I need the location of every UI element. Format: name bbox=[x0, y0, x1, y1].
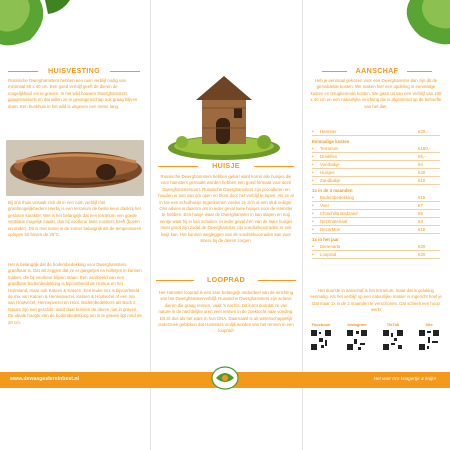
heading-huisje: HUISJE bbox=[198, 161, 254, 171]
huisvesting-text-terrarium: Bij ons thuis vertaalt zich dit in een ruim verblijf met graafmogelijkheden! Hierbij is een terrarium de beste keus dankzij het gesloten karakter. Wel is het belangrijk dat een terrarium een goede ventilatie mogelijk maakt, dus bij voorkeur twee roosters heeft (boven en onder). Dit is met name in de zomer belangrijk als de temperaturen oplopen tot boven de 25°C. bbox=[8, 200, 142, 238]
qr-code-icon[interactable] bbox=[310, 329, 332, 351]
table-row: • Zandbakje €10 bbox=[312, 177, 440, 185]
table-row: • Looprad €20 bbox=[312, 251, 440, 259]
brand-logo-icon bbox=[210, 364, 240, 390]
looprad-text: Het Hamster looprad is een zeer belangrijk onderdeel van de inrichting van het Dwerghamsterverblijf. Russische Dwerghamsters zijn actieve dieren die graag rennen, vaak 's nachts. Dit komt doordat ze van nature in de nachtelijke uren veel rennen in de zoektocht naar voeding. Dit zit dus als het ware in hun DNA. Daarnaast is uit wetenschappelijk onderzoek gebleken dat Hamsters vrolijk worden van het rennen in een looprad! bbox=[158, 290, 294, 334]
social-label: TikTok bbox=[386, 322, 400, 327]
social-facebook[interactable] bbox=[310, 322, 332, 356]
social-instagram[interactable] bbox=[346, 322, 368, 356]
leaf-decoration-icon bbox=[0, 0, 70, 50]
social-site[interactable] bbox=[418, 322, 440, 356]
footer-url-link[interactable]: www.dewasgestereinbest.nl bbox=[10, 376, 79, 382]
table-row: • Huisjes €20 bbox=[312, 169, 440, 177]
wooden-house-photo bbox=[164, 68, 284, 160]
social-tiktok[interactable] bbox=[382, 322, 404, 356]
qr-code-icon[interactable] bbox=[382, 329, 404, 351]
heading-huisvesting: HUISVESTING bbox=[8, 66, 140, 76]
leaf-decoration-icon bbox=[390, 0, 450, 50]
table-row: • Drinkfles €5,- bbox=[312, 153, 440, 161]
huisvesting-text-bodem: Het is belangrijk dat de bodembedekking voor Dwerghamsters graafbaar is. Dat wil zeggen dat ze er gangetjes en holletjes in kunnen maken, die bij voorkeur blijven staan. Een voorbeeld van een graafbare bodembedekking is bijvoorbeeld de Humus en het Holesland, maar ook Katoen & Katoen. Een leuke mix is bijvoorbeeld de mix van Katoen & Hennepvezel, Katoen & Houtvezel of een mix van Houtvezel, Hennepvezel en Hooi. Bodembedekkers als Back 2 Nature zijn niet geschikt, want daar kunnen de dieren niet in graven. De ideale hoogte van de bodembedekking om in te graven ligt rond de 20 cm. bbox=[8, 262, 142, 325]
table-row: • Voerbakje €4 bbox=[312, 161, 440, 169]
table-row: • Chinchilla Badzand €5 bbox=[312, 210, 440, 218]
table-row: • Bodembedekking €15 bbox=[312, 194, 440, 202]
table-row: • Voer €7 bbox=[312, 202, 440, 210]
section-title-jaar: 1x in het jaar bbox=[312, 237, 339, 242]
table-row: • DecorMos €10 bbox=[312, 226, 440, 234]
table-row: • Hamster €20,- bbox=[312, 128, 440, 136]
heading-aanschaf: AANSCHAF bbox=[322, 66, 432, 76]
section-title-3-maanden: 1x in de 3 maanden bbox=[312, 188, 353, 193]
social-label: Facebook bbox=[311, 322, 331, 327]
bark-tunnel-photo bbox=[6, 140, 144, 196]
heading-looprad: LOOPRAD bbox=[194, 275, 258, 285]
table-row: • Terrarium €150,- bbox=[312, 145, 440, 153]
qr-code-icon[interactable] bbox=[346, 329, 368, 351]
table-row: • Nestmateriaal €3 bbox=[312, 218, 440, 226]
social-label: Site bbox=[425, 322, 433, 327]
qr-code-icon[interactable] bbox=[418, 329, 440, 351]
table-row: • Dierenarts €20 bbox=[312, 243, 440, 251]
footer-tagline: Het voor m'n knagertje & knijn! bbox=[373, 376, 436, 381]
huisje-text: Russische Dwerghamsters hebben geluk! want korrel alle huisjes die voor hamsters gemaakt worden hebben een goed formaat voor deze Dwerghamstersoort. Russische Dwerghamsters zijn prooidieren en houden er niet van om open en bloot door het verblijf te lopen. Als ze al in toe een schuilhuisje tegenkomen voelen ze zich al een stuk veiliger. Ons advies is daarom om in ieder geval twee huisjes voor de Hamster te hebben. Een huisje waar de Dwerghamster in kan slapen en nog eentje waar hij in kan schuilen. In ieder geval één van de twee huisjes moet groot zijn zodat de Dwerghamster zijn voedselvoorraden er ook kwijt kan. Het kunnen wegleggen van de voedselvoorraden kan voor stress bij de dieren zorgen. bbox=[158, 174, 294, 244]
aanschaf-outro: Het duurste in aanschaf is het terrarium, maar dat is gelukkig eenmalig. Als het verblijf op een natuurlijke manier is ingericht hoef je Dat maar 1x in de 3 maanden te verschonen. Dat scheelt een hoop werk! bbox=[310, 288, 442, 313]
section-title-eenmalig: Eenmalige kosten bbox=[312, 139, 350, 144]
huisvesting-text-intro: Russische Dwerghamsters hebben een ruim verblijf nodig van minimaal 60 x 40 cm. Een goed verblijf geeft de dieren de mogelijkheid om te graven. In het wild bouwen Dwerghamsters gangenstelsels en dat willen ze in gevangenschap ook graag blijven doen. Een bunkhuis in het wild is uitgeven een meter lang. bbox=[8, 78, 138, 109]
price-table bbox=[312, 128, 440, 259]
social-label: Instagram bbox=[347, 322, 367, 327]
aanschaf-intro: Heb je eenmaal gekozen voor een Dwerghamster dan zijn dit de gemiddelde kosten. We maken hier een opdeling in eenmalige kosten en terugkerende kosten. We gaan uit van een verblijf van 100 x 40 cm en een natuurlijke inrichting die is afgestemd op de behoefte van het dier. bbox=[310, 78, 442, 109]
